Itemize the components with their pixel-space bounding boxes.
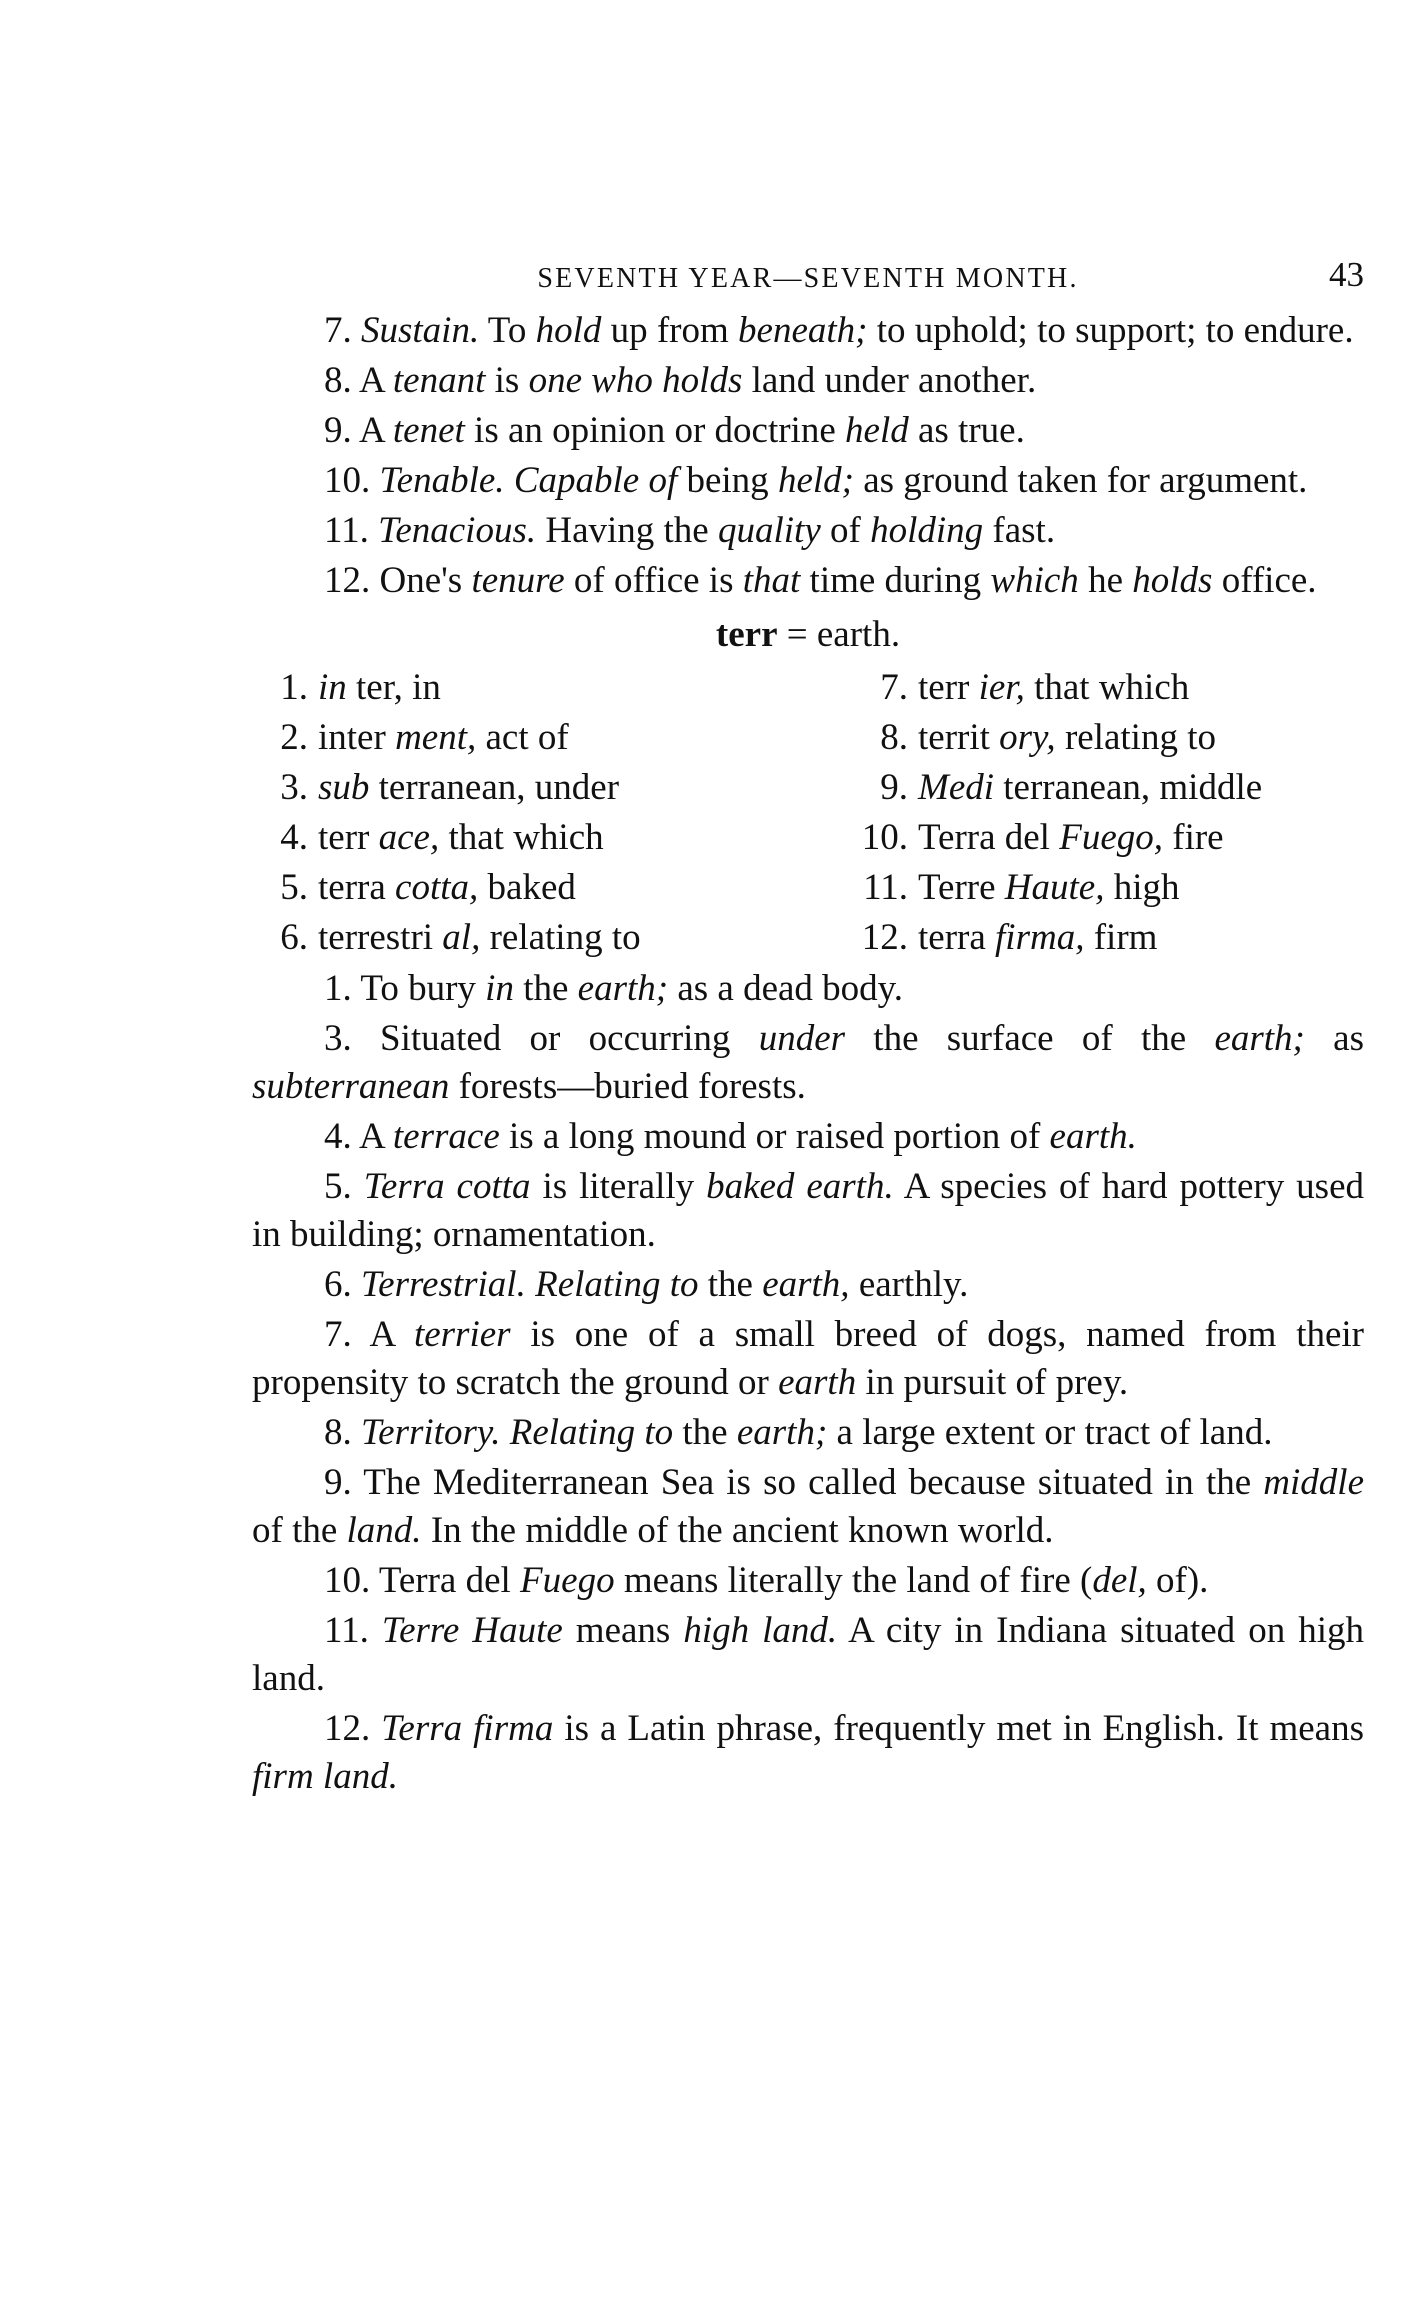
derivative-item <box>852 913 1364 963</box>
italic-term: holding <box>870 510 984 551</box>
text-run: being <box>677 460 778 501</box>
italic-term: Medi <box>918 767 995 808</box>
text-run: as true. <box>908 410 1025 451</box>
text-run: territ <box>918 717 1000 758</box>
text-run: 10. <box>324 460 380 501</box>
text-run: To <box>479 310 536 351</box>
italic-term: holds <box>1132 560 1213 601</box>
text-run: earthly. <box>849 1264 969 1305</box>
italic-term: tenure <box>471 560 565 601</box>
definition-paragraph <box>252 1311 1364 1407</box>
text-run: as ground taken for argument. <box>853 460 1308 501</box>
text-run: relating to <box>1055 717 1216 758</box>
text-run <box>501 1412 510 1453</box>
italic-term: del, <box>1092 1560 1147 1601</box>
italic-term: Capable of <box>513 460 678 501</box>
definition-paragraph <box>252 1015 1364 1111</box>
item-number: 1. <box>280 667 308 708</box>
text-run: a large extent or tract of land. <box>827 1412 1273 1453</box>
text-run: forests—buried forests. <box>449 1066 806 1107</box>
text-run: 5. <box>324 1166 364 1207</box>
italic-term: Terra cotta <box>363 1166 531 1207</box>
text-run: high <box>1104 867 1180 908</box>
italic-term: one who holds <box>528 360 743 401</box>
italic-term: ace, <box>378 817 440 858</box>
definition-paragraph <box>252 307 1364 355</box>
text-run <box>526 1264 535 1305</box>
text-run: the surface of the <box>845 1018 1215 1059</box>
section-heading <box>252 609 1364 661</box>
italic-term: Fuego, <box>1059 817 1163 858</box>
italic-term: in <box>318 667 347 708</box>
text-run: terrestri <box>318 917 443 958</box>
text-run: as a dead body. <box>668 968 904 1009</box>
text-run: is a long mound or raised portion of <box>499 1116 1050 1157</box>
text-run: office. <box>1212 560 1317 601</box>
italic-term: under <box>758 1018 846 1059</box>
text-run: terranean, under <box>369 767 620 808</box>
definition-paragraph <box>252 1163 1364 1259</box>
definition-paragraph <box>252 1409 1364 1457</box>
italic-term: ment, <box>395 717 477 758</box>
text-run: the <box>513 968 578 1009</box>
text-run: to uphold; to support; to endure. <box>867 310 1354 351</box>
text-run: 8. <box>324 1412 361 1453</box>
text-run: relating to <box>480 917 641 958</box>
text-run: that which <box>439 817 604 858</box>
italic-term: earth; <box>577 968 669 1009</box>
text-run: firm <box>1084 917 1158 958</box>
italic-term: cotta, <box>395 867 479 908</box>
italic-term: earth, <box>762 1264 850 1305</box>
text-run: ter, in <box>346 667 441 708</box>
text-run: he <box>1078 560 1133 601</box>
italic-term: terrier <box>413 1314 511 1355</box>
definition-paragraph <box>252 965 1364 1013</box>
item-number: 9. <box>880 767 908 808</box>
text-run: terranean, middle <box>994 767 1263 808</box>
text-run: 8. A <box>324 360 393 401</box>
italic-term: baked earth. <box>706 1166 894 1207</box>
definition-paragraph <box>252 1557 1364 1605</box>
italic-term: sub <box>318 767 370 808</box>
item-number: 3. <box>280 767 308 808</box>
italic-term: Tenacious. <box>378 510 537 551</box>
italic-term: Relating to <box>509 1412 674 1453</box>
derivative-item <box>252 863 852 913</box>
definition-paragraph <box>252 507 1364 555</box>
italic-term: Terrestrial. <box>361 1264 526 1305</box>
item-number: 2. <box>280 717 308 758</box>
definition-paragraph <box>252 1113 1364 1161</box>
italic-term: that <box>742 560 801 601</box>
italic-term: firm land. <box>252 1756 398 1797</box>
item-number: 6. <box>280 917 308 958</box>
italic-term: beneath; <box>738 310 868 351</box>
text-run: terr <box>318 817 379 858</box>
intro-definitions <box>252 307 1364 605</box>
running-title: SEVENTH YEAR—SEVENTH MONTH. <box>537 263 1079 294</box>
derivative-item <box>852 663 1364 713</box>
definition-paragraph <box>252 557 1364 605</box>
text-run: land under another. <box>742 360 1037 401</box>
italic-term: Sustain. <box>361 310 480 351</box>
italic-term: hold <box>535 310 602 351</box>
text-run: Having the <box>536 510 718 551</box>
italic-term: earth <box>778 1362 857 1403</box>
definition-paragraph <box>252 457 1364 505</box>
derivative-item <box>852 863 1364 913</box>
definition-paragraph <box>252 1607 1364 1703</box>
italic-term: terrace <box>392 1116 500 1157</box>
derivative-item <box>852 713 1364 763</box>
italic-term: held; <box>777 460 854 501</box>
italic-term: earth; <box>1214 1018 1305 1059</box>
text-run: 4. A <box>324 1116 393 1157</box>
italic-term: Relating to <box>535 1264 699 1305</box>
italic-term: earth; <box>736 1412 828 1453</box>
text-run: in pursuit of prey. <box>856 1362 1129 1403</box>
text-run: is literally <box>530 1166 707 1207</box>
text-run: is one of a small breed of dogs, named from their propensity to scratch the ground or <box>252 1314 1365 1403</box>
italic-term: earth. <box>1049 1116 1137 1157</box>
italic-term: middle <box>1263 1462 1364 1503</box>
text-run: the <box>698 1264 763 1305</box>
text-run: 7. A <box>324 1314 414 1355</box>
text-run: fire <box>1163 817 1224 858</box>
text-run: is a Latin phrase, frequently met in English. It means <box>553 1708 1364 1749</box>
text-run: 7. <box>324 310 361 351</box>
definition-paragraph <box>252 357 1364 405</box>
italic-term: quality <box>717 510 821 551</box>
item-number: 11. <box>863 867 908 908</box>
italic-term: Haute, <box>1004 867 1105 908</box>
text-run: fast. <box>983 510 1056 551</box>
italic-term: tenet <box>392 410 465 451</box>
text-run: 3. Situated or occurring <box>324 1018 759 1059</box>
text-run: Terre <box>918 867 1005 908</box>
item-number: 12. <box>861 917 908 958</box>
derivative-item <box>252 913 852 963</box>
text-run: of). <box>1146 1560 1209 1601</box>
text-run: the <box>673 1412 737 1453</box>
text-run: terra <box>918 917 996 958</box>
text-run: that which <box>1024 667 1190 708</box>
derivative-item <box>252 663 852 713</box>
root-meaning: = earth. <box>777 614 901 655</box>
text-run: 12. One's <box>324 560 472 601</box>
definition-paragraph <box>252 1705 1364 1801</box>
text-run: 9. The Mediterranean Sea is so called because situated in the <box>324 1462 1264 1503</box>
italic-term: in <box>485 968 514 1009</box>
text-run: 11. <box>324 1610 382 1651</box>
text-run: is <box>485 360 529 401</box>
text-run: of office is <box>564 560 743 601</box>
italic-term: subterranean <box>252 1066 450 1107</box>
item-number: 5. <box>280 867 308 908</box>
definition-paragraph <box>252 407 1364 455</box>
text-run: of the <box>252 1510 347 1551</box>
text-run: up from <box>601 310 739 351</box>
text-run <box>505 460 514 501</box>
text-run: 11. <box>324 510 379 551</box>
item-number: 4. <box>280 817 308 858</box>
italic-term: tenant <box>392 360 486 401</box>
text-run: Terra del <box>918 817 1060 858</box>
italic-term: ier, <box>978 667 1025 708</box>
text-run: 6. <box>324 1264 361 1305</box>
text-run: means literally the land of fire ( <box>614 1560 1093 1601</box>
italic-term: Tenable. <box>379 460 505 501</box>
text-run: 12. <box>324 1708 382 1749</box>
derivatives-column-right <box>852 663 1364 963</box>
text-run: inter <box>318 717 396 758</box>
derivative-item <box>252 763 852 813</box>
page-number: 43 <box>1329 255 1364 294</box>
text-run: 1. To bury <box>324 968 486 1009</box>
italic-term: land. <box>346 1510 422 1551</box>
text-run: as <box>1304 1018 1364 1059</box>
italic-term: Fuego <box>520 1560 615 1601</box>
text-run: 10. Terra del <box>324 1560 521 1601</box>
text-run: means <box>562 1610 684 1651</box>
text-run: A species of hard pottery used in building; ornamentation. <box>252 1166 1365 1255</box>
root-word: terr <box>715 614 778 655</box>
italic-term: al, <box>442 917 481 958</box>
derivative-item <box>252 713 852 763</box>
italic-term: which <box>990 560 1079 601</box>
running-head <box>252 255 1364 307</box>
italic-term: firma, <box>995 917 1085 958</box>
definition-paragraph <box>252 1459 1364 1555</box>
derivative-item <box>252 813 852 863</box>
italic-term: held <box>845 410 909 451</box>
text-run: is an opinion or doctrine <box>464 410 846 451</box>
text-run: act of <box>476 717 569 758</box>
text-run: terra <box>318 867 396 908</box>
italic-term: Terre Haute <box>381 1610 563 1651</box>
item-number: 10. <box>861 817 908 858</box>
definitions <box>252 965 1364 1801</box>
italic-term: Territory. <box>361 1412 501 1453</box>
text-run: time during <box>800 560 991 601</box>
book-page <box>252 255 1364 1803</box>
italic-term: Terra firma <box>381 1708 554 1749</box>
italic-term: high land. <box>683 1610 838 1651</box>
item-number: 7. <box>880 667 908 708</box>
derivatives-column-left <box>252 663 852 963</box>
text-run: of <box>820 510 871 551</box>
italic-term: ory, <box>999 717 1056 758</box>
text-run: baked <box>478 867 576 908</box>
item-number: 8. <box>880 717 908 758</box>
definition-paragraph <box>252 1261 1364 1309</box>
text-run: A city in Indiana situated on high land. <box>252 1610 1364 1699</box>
derivative-item <box>852 813 1364 863</box>
derivative-item <box>852 763 1364 813</box>
text-run: 9. A <box>324 410 393 451</box>
text-run: terr <box>918 667 979 708</box>
derivatives-list <box>252 663 1364 963</box>
text-run: In the middle of the ancient known world. <box>421 1510 1054 1551</box>
